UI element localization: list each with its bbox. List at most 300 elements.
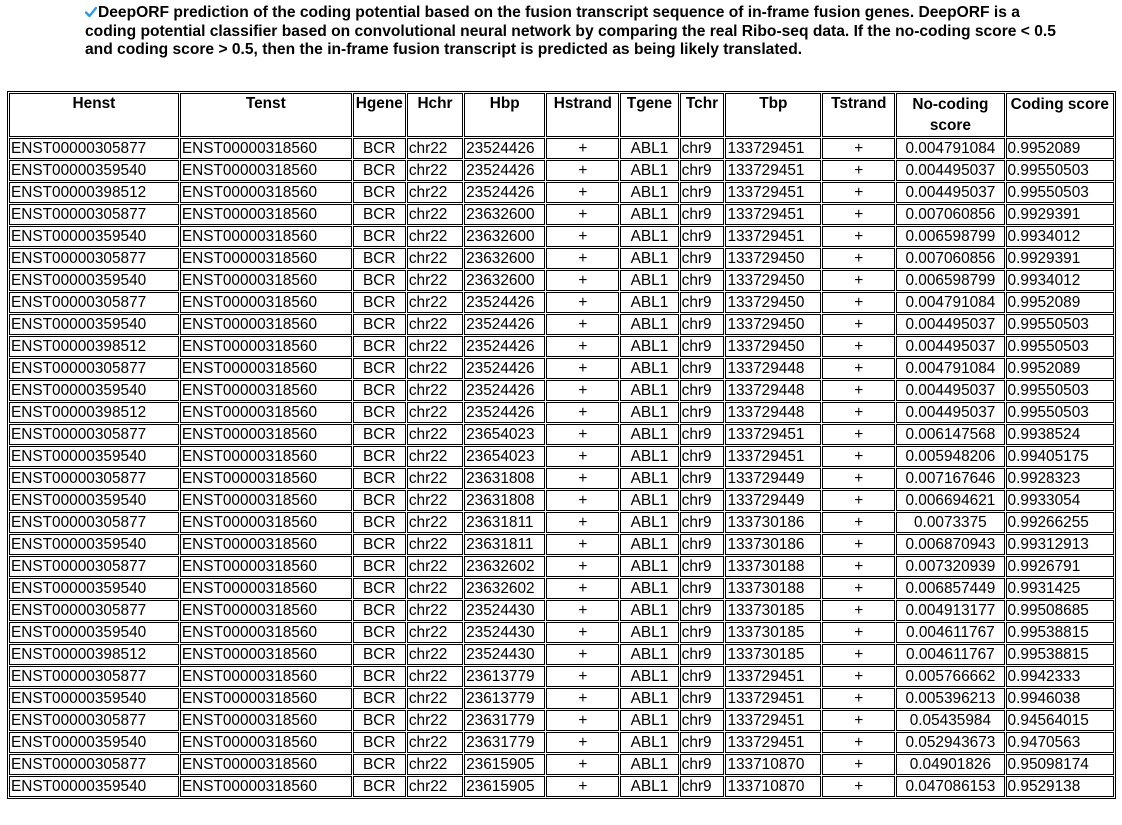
cell-hchr: chr22 xyxy=(407,578,463,599)
cell-hgene: BCR xyxy=(353,270,406,291)
cell-hstrand: + xyxy=(546,380,619,401)
cell-tbp: 133730186 xyxy=(725,512,821,533)
cell-henst: ENST00000359540 xyxy=(9,160,179,181)
cell-tstrand: + xyxy=(822,314,895,335)
cell-hchr: chr22 xyxy=(407,512,463,533)
cell-tbp: 133729451 xyxy=(725,226,821,247)
cell-hgene: BCR xyxy=(353,292,406,313)
cell-hstrand: + xyxy=(546,754,619,775)
cell-coding-score: 0.9926791 xyxy=(1006,556,1114,577)
checkmark-icon xyxy=(85,6,97,18)
cell-tenst: ENST00000318560 xyxy=(180,666,352,687)
cell-hstrand: + xyxy=(546,182,619,203)
cell-no-coding-score: 0.004495037 xyxy=(896,402,1004,423)
cell-no-coding-score: 0.005948206 xyxy=(896,446,1004,467)
cell-no-coding-score: 0.006598799 xyxy=(896,226,1004,247)
cell-tchr: chr9 xyxy=(680,226,725,247)
cell-hgene: BCR xyxy=(353,358,406,379)
cell-henst: ENST00000398512 xyxy=(9,336,179,357)
cell-tchr: chr9 xyxy=(680,556,725,577)
cell-henst: ENST00000359540 xyxy=(9,446,179,467)
cell-hstrand: + xyxy=(546,710,619,731)
cell-tstrand: + xyxy=(822,204,895,225)
cell-tchr: chr9 xyxy=(680,424,725,445)
cell-no-coding-score: 0.006147568 xyxy=(896,424,1004,445)
table-row xyxy=(9,578,1114,599)
cell-henst: ENST00000359540 xyxy=(9,578,179,599)
cell-henst: ENST00000359540 xyxy=(9,688,179,709)
cell-hstrand: + xyxy=(546,600,619,621)
cell-hchr: chr22 xyxy=(407,732,463,753)
cell-tstrand: + xyxy=(822,468,895,489)
cell-hstrand: + xyxy=(546,204,619,225)
cell-hgene: BCR xyxy=(353,688,406,709)
cell-coding-score: 0.99550503 xyxy=(1006,336,1114,357)
cell-henst: ENST00000305877 xyxy=(9,204,179,225)
cell-henst: ENST00000359540 xyxy=(9,732,179,753)
cell-tenst: ENST00000318560 xyxy=(180,446,352,467)
cell-hbp: 23631779 xyxy=(464,710,545,731)
cell-tchr: chr9 xyxy=(680,534,725,555)
cell-hchr: chr22 xyxy=(407,490,463,511)
table-row xyxy=(9,380,1114,401)
cell-tchr: chr9 xyxy=(680,270,725,291)
cell-hchr: chr22 xyxy=(407,204,463,225)
cell-tenst: ENST00000318560 xyxy=(180,512,352,533)
cell-hstrand: + xyxy=(546,688,619,709)
cell-no-coding-score: 0.05435984 xyxy=(896,710,1004,731)
table-row xyxy=(9,556,1114,577)
cell-coding-score: 0.9952089 xyxy=(1006,292,1114,313)
cell-tchr: chr9 xyxy=(680,600,725,621)
cell-tgene: ABL1 xyxy=(620,688,678,709)
cell-hgene: BCR xyxy=(353,314,406,335)
cell-tstrand: + xyxy=(822,402,895,423)
cell-coding-score: 0.9952089 xyxy=(1006,358,1114,379)
cell-no-coding-score: 0.007167646 xyxy=(896,468,1004,489)
header-hbp: Hbp xyxy=(464,93,545,137)
cell-no-coding-score: 0.007320939 xyxy=(896,556,1004,577)
cell-coding-score: 0.99550503 xyxy=(1006,380,1114,401)
cell-hchr: chr22 xyxy=(407,226,463,247)
cell-tbp: 133710870 xyxy=(725,776,821,797)
tool-name: DeepORF xyxy=(98,4,170,21)
cell-tchr: chr9 xyxy=(680,754,725,775)
cell-coding-score: 0.99538815 xyxy=(1006,622,1114,643)
cell-no-coding-score: 0.004791084 xyxy=(896,292,1004,313)
cell-tenst: ENST00000318560 xyxy=(180,138,352,159)
table-row xyxy=(9,314,1114,335)
table-row xyxy=(9,468,1114,489)
cell-coding-score: 0.99266255 xyxy=(1006,512,1114,533)
cell-hstrand: + xyxy=(546,776,619,797)
cell-tenst: ENST00000318560 xyxy=(180,270,352,291)
cell-tchr: chr9 xyxy=(680,776,725,797)
cell-hchr: chr22 xyxy=(407,380,463,401)
cell-no-coding-score: 0.004791084 xyxy=(896,138,1004,159)
cell-coding-score: 0.94564015 xyxy=(1006,710,1114,731)
cell-no-coding-score: 0.047086153 xyxy=(896,776,1004,797)
table-row xyxy=(9,688,1114,709)
cell-tbp: 133729451 xyxy=(725,424,821,445)
cell-tstrand: + xyxy=(822,710,895,731)
cell-coding-score: 0.9929391 xyxy=(1006,204,1114,225)
table-row xyxy=(9,644,1114,665)
cell-tstrand: + xyxy=(822,512,895,533)
cell-hchr: chr22 xyxy=(407,424,463,445)
cell-hstrand: + xyxy=(546,226,619,247)
cell-hgene: BCR xyxy=(353,380,406,401)
cell-hstrand: + xyxy=(546,578,619,599)
cell-tbp: 133729450 xyxy=(725,248,821,269)
cell-tgene: ABL1 xyxy=(620,468,678,489)
cell-tchr: chr9 xyxy=(680,512,725,533)
cell-tgene: ABL1 xyxy=(620,534,678,555)
cell-tenst: ENST00000318560 xyxy=(180,556,352,577)
cell-hchr: chr22 xyxy=(407,556,463,577)
cell-tchr: chr9 xyxy=(680,710,725,731)
table-row xyxy=(9,490,1114,511)
cell-no-coding-score: 0.004611767 xyxy=(896,622,1004,643)
cell-hchr: chr22 xyxy=(407,688,463,709)
cell-hbp: 23631779 xyxy=(464,732,545,753)
cell-hstrand: + xyxy=(546,138,619,159)
cell-coding-score: 0.99550503 xyxy=(1006,314,1114,335)
cell-tchr: chr9 xyxy=(680,490,725,511)
cell-hchr: chr22 xyxy=(407,248,463,269)
cell-tbp: 133729451 xyxy=(725,446,821,467)
cell-tenst: ENST00000318560 xyxy=(180,776,352,797)
cell-hchr: chr22 xyxy=(407,270,463,291)
cell-tgene: ABL1 xyxy=(620,754,678,775)
cell-tbp: 133730186 xyxy=(725,534,821,555)
cell-hchr: chr22 xyxy=(407,534,463,555)
cell-hbp: 23631808 xyxy=(464,490,545,511)
table-row xyxy=(9,182,1114,203)
cell-hbp: 23632602 xyxy=(464,578,545,599)
cell-tbp: 133729448 xyxy=(725,402,821,423)
cell-tenst: ENST00000318560 xyxy=(180,204,352,225)
cell-tenst: ENST00000318560 xyxy=(180,578,352,599)
cell-henst: ENST00000305877 xyxy=(9,710,179,731)
cell-henst: ENST00000359540 xyxy=(9,314,179,335)
cell-coding-score: 0.9929391 xyxy=(1006,248,1114,269)
cell-hgene: BCR xyxy=(353,600,406,621)
cell-hchr: chr22 xyxy=(407,468,463,489)
cell-no-coding-score: 0.004913177 xyxy=(896,600,1004,621)
cell-hchr: chr22 xyxy=(407,314,463,335)
cell-coding-score: 0.9938524 xyxy=(1006,424,1114,445)
cell-coding-score: 0.9934012 xyxy=(1006,270,1114,291)
cell-hgene: BCR xyxy=(353,226,406,247)
header-tgene: Tgene xyxy=(620,93,678,137)
cell-henst: ENST00000305877 xyxy=(9,424,179,445)
cell-tgene: ABL1 xyxy=(620,380,678,401)
table-row xyxy=(9,600,1114,621)
cell-henst: ENST00000359540 xyxy=(9,490,179,511)
cell-tenst: ENST00000318560 xyxy=(180,424,352,445)
cell-no-coding-score: 0.052943673 xyxy=(896,732,1004,753)
cell-tgene: ABL1 xyxy=(620,556,678,577)
cell-hgene: BCR xyxy=(353,424,406,445)
cell-hbp: 23524426 xyxy=(464,336,545,357)
cell-tenst: ENST00000318560 xyxy=(180,534,352,555)
cell-hgene: BCR xyxy=(353,622,406,643)
cell-coding-score: 0.9946038 xyxy=(1006,688,1114,709)
cell-tstrand: + xyxy=(822,644,895,665)
cell-hgene: BCR xyxy=(353,468,406,489)
cell-coding-score: 0.9529138 xyxy=(1006,776,1114,797)
cell-tbp: 133729448 xyxy=(725,358,821,379)
cell-hgene: BCR xyxy=(353,666,406,687)
cell-tgene: ABL1 xyxy=(620,226,678,247)
cell-no-coding-score: 0.004495037 xyxy=(896,336,1004,357)
description-paragraph xyxy=(85,4,1075,60)
cell-tchr: chr9 xyxy=(680,182,725,203)
header-hgene: Hgene xyxy=(353,93,406,137)
cell-tenst: ENST00000318560 xyxy=(180,336,352,357)
cell-hstrand: + xyxy=(546,732,619,753)
cell-hbp: 23632600 xyxy=(464,204,545,225)
cell-tgene: ABL1 xyxy=(620,424,678,445)
cell-hbp: 23613779 xyxy=(464,688,545,709)
cell-hgene: BCR xyxy=(353,490,406,511)
cell-coding-score: 0.99550503 xyxy=(1006,160,1114,181)
cell-hchr: chr22 xyxy=(407,402,463,423)
cell-henst: ENST00000398512 xyxy=(9,402,179,423)
cell-henst: ENST00000359540 xyxy=(9,226,179,247)
cell-hbp: 23654023 xyxy=(464,446,545,467)
cell-coding-score: 0.9934012 xyxy=(1006,226,1114,247)
cell-tstrand: + xyxy=(822,160,895,181)
table-row xyxy=(9,226,1114,247)
cell-hbp: 23632600 xyxy=(464,226,545,247)
cell-coding-score: 0.95098174 xyxy=(1006,754,1114,775)
cell-hstrand: + xyxy=(546,424,619,445)
cell-henst: ENST00000359540 xyxy=(9,622,179,643)
cell-tenst: ENST00000318560 xyxy=(180,732,352,753)
cell-tbp: 133729451 xyxy=(725,160,821,181)
cell-hchr: chr22 xyxy=(407,182,463,203)
cell-no-coding-score: 0.004495037 xyxy=(896,182,1004,203)
cell-coding-score: 0.9928323 xyxy=(1006,468,1114,489)
cell-hchr: chr22 xyxy=(407,292,463,313)
cell-tstrand: + xyxy=(822,776,895,797)
cell-hchr: chr22 xyxy=(407,160,463,181)
cell-tenst: ENST00000318560 xyxy=(180,292,352,313)
cell-henst: ENST00000305877 xyxy=(9,358,179,379)
cell-hstrand: + xyxy=(546,270,619,291)
cell-tenst: ENST00000318560 xyxy=(180,468,352,489)
cell-tchr: chr9 xyxy=(680,160,725,181)
cell-tgene: ABL1 xyxy=(620,622,678,643)
cell-hgene: BCR xyxy=(353,138,406,159)
cell-tbp: 133729451 xyxy=(725,138,821,159)
cell-hbp: 23524426 xyxy=(464,402,545,423)
cell-tenst: ENST00000318560 xyxy=(180,380,352,401)
cell-hbp: 23613779 xyxy=(464,666,545,687)
cell-tbp: 133730185 xyxy=(725,644,821,665)
cell-tenst: ENST00000318560 xyxy=(180,644,352,665)
cell-tgene: ABL1 xyxy=(620,490,678,511)
table-row xyxy=(9,292,1114,313)
cell-coding-score: 0.9952089 xyxy=(1006,138,1114,159)
cell-tbp: 133710870 xyxy=(725,754,821,775)
cell-tgene: ABL1 xyxy=(620,402,678,423)
cell-tbp: 133729450 xyxy=(725,336,821,357)
cell-no-coding-score: 0.006598799 xyxy=(896,270,1004,291)
cell-tgene: ABL1 xyxy=(620,204,678,225)
cell-henst: ENST00000359540 xyxy=(9,534,179,555)
cell-no-coding-score: 0.006694621 xyxy=(896,490,1004,511)
cell-hchr: chr22 xyxy=(407,776,463,797)
cell-hstrand: + xyxy=(546,644,619,665)
cell-tenst: ENST00000318560 xyxy=(180,314,352,335)
cell-tgene: ABL1 xyxy=(620,578,678,599)
cell-tbp: 133730185 xyxy=(725,600,821,621)
cell-henst: ENST00000359540 xyxy=(9,270,179,291)
cell-tchr: chr9 xyxy=(680,402,725,423)
cell-tchr: chr9 xyxy=(680,380,725,401)
table-row xyxy=(9,138,1114,159)
cell-hbp: 23524430 xyxy=(464,600,545,621)
cell-tenst: ENST00000318560 xyxy=(180,226,352,247)
cell-hbp: 23524426 xyxy=(464,292,545,313)
cell-tstrand: + xyxy=(822,490,895,511)
cell-tchr: chr9 xyxy=(680,358,725,379)
table-row xyxy=(9,160,1114,181)
cell-coding-score: 0.9942333 xyxy=(1006,666,1114,687)
cell-no-coding-score: 0.04901826 xyxy=(896,754,1004,775)
cell-tstrand: + xyxy=(822,380,895,401)
cell-tbp: 133729451 xyxy=(725,688,821,709)
cell-tstrand: + xyxy=(822,754,895,775)
cell-hchr: chr22 xyxy=(407,710,463,731)
cell-hbp: 23524430 xyxy=(464,644,545,665)
cell-tbp: 133729449 xyxy=(725,490,821,511)
cell-no-coding-score: 0.007060856 xyxy=(896,204,1004,225)
cell-hbp: 23631811 xyxy=(464,512,545,533)
cell-hbp: 23524426 xyxy=(464,358,545,379)
table-row xyxy=(9,776,1114,797)
cell-hbp: 23524426 xyxy=(464,160,545,181)
cell-tgene: ABL1 xyxy=(620,292,678,313)
cell-tgene: ABL1 xyxy=(620,666,678,687)
cell-tenst: ENST00000318560 xyxy=(180,160,352,181)
header-no-coding-score: No-coding score xyxy=(896,93,1004,137)
cell-hgene: BCR xyxy=(353,182,406,203)
cell-tgene: ABL1 xyxy=(620,710,678,731)
table-row xyxy=(9,710,1114,731)
cell-hstrand: + xyxy=(546,336,619,357)
cell-tstrand: + xyxy=(822,248,895,269)
cell-tbp: 133729451 xyxy=(725,204,821,225)
cell-tenst: ENST00000318560 xyxy=(180,600,352,621)
cell-tstrand: + xyxy=(822,424,895,445)
cell-henst: ENST00000305877 xyxy=(9,754,179,775)
cell-tstrand: + xyxy=(822,358,895,379)
cell-tchr: chr9 xyxy=(680,622,725,643)
tool-name: DeepORF xyxy=(918,4,990,21)
cell-hgene: BCR xyxy=(353,336,406,357)
cell-tchr: chr9 xyxy=(680,292,725,313)
cell-hchr: chr22 xyxy=(407,644,463,665)
header-hchr: Hchr xyxy=(407,93,463,137)
cell-tstrand: + xyxy=(822,446,895,467)
cell-tstrand: + xyxy=(822,666,895,687)
cell-no-coding-score: 0.004791084 xyxy=(896,358,1004,379)
cell-tstrand: + xyxy=(822,336,895,357)
cell-tstrand: + xyxy=(822,182,895,203)
deeporf-results-table xyxy=(7,91,1116,799)
cell-tstrand: + xyxy=(822,732,895,753)
cell-tbp: 133729451 xyxy=(725,666,821,687)
cell-henst: ENST00000305877 xyxy=(9,600,179,621)
table-row xyxy=(9,358,1114,379)
cell-coding-score: 0.99405175 xyxy=(1006,446,1114,467)
table-row xyxy=(9,270,1114,291)
cell-tgene: ABL1 xyxy=(620,644,678,665)
cell-henst: ENST00000398512 xyxy=(9,182,179,203)
cell-no-coding-score: 0.004495037 xyxy=(896,160,1004,181)
cell-tenst: ENST00000318560 xyxy=(180,182,352,203)
cell-tstrand: + xyxy=(822,556,895,577)
cell-hgene: BCR xyxy=(353,248,406,269)
cell-tgene: ABL1 xyxy=(620,732,678,753)
cell-coding-score: 0.99312913 xyxy=(1006,534,1114,555)
cell-tbp: 133730188 xyxy=(725,578,821,599)
cell-tstrand: + xyxy=(822,138,895,159)
cell-tchr: chr9 xyxy=(680,644,725,665)
cell-hgene: BCR xyxy=(353,556,406,577)
cell-tchr: chr9 xyxy=(680,468,725,489)
cell-tgene: ABL1 xyxy=(620,270,678,291)
cell-tgene: ABL1 xyxy=(620,600,678,621)
table-row xyxy=(9,622,1114,643)
cell-hstrand: + xyxy=(546,314,619,335)
cell-hbp: 23631808 xyxy=(464,468,545,489)
table-row xyxy=(9,732,1114,753)
cell-hbp: 23632600 xyxy=(464,270,545,291)
table-row xyxy=(9,512,1114,533)
cell-hstrand: + xyxy=(546,468,619,489)
cell-hstrand: + xyxy=(546,534,619,555)
cell-tenst: ENST00000318560 xyxy=(180,622,352,643)
cell-hchr: chr22 xyxy=(407,138,463,159)
cell-no-coding-score: 0.005396213 xyxy=(896,688,1004,709)
cell-hbp: 23524426 xyxy=(464,314,545,335)
cell-hchr: chr22 xyxy=(407,622,463,643)
cell-hstrand: + xyxy=(546,248,619,269)
cell-no-coding-score: 0.0073375 xyxy=(896,512,1004,533)
cell-coding-score: 0.99550503 xyxy=(1006,402,1114,423)
cell-no-coding-score: 0.004611767 xyxy=(896,644,1004,665)
cell-hbp: 23615905 xyxy=(464,754,545,775)
cell-henst: ENST00000398512 xyxy=(9,644,179,665)
cell-henst: ENST00000305877 xyxy=(9,292,179,313)
cell-hstrand: + xyxy=(546,512,619,533)
cell-hbp: 23654023 xyxy=(464,424,545,445)
cell-tenst: ENST00000318560 xyxy=(180,754,352,775)
cell-henst: ENST00000359540 xyxy=(9,776,179,797)
description-text: is a coding potential classifier based on convolutional neural network by comparing the real Ribo-seq data. If the no-coding score < 0.5 and coding score > 0.5, then the in-frame fusion transcript is predicted as being likely translated. xyxy=(85,4,1056,59)
cell-hchr: chr22 xyxy=(407,600,463,621)
cell-tgene: ABL1 xyxy=(620,138,678,159)
cell-tchr: chr9 xyxy=(680,688,725,709)
header-coding-score: Coding score xyxy=(1006,93,1114,137)
cell-no-coding-score: 0.005766662 xyxy=(896,666,1004,687)
cell-tstrand: + xyxy=(822,578,895,599)
